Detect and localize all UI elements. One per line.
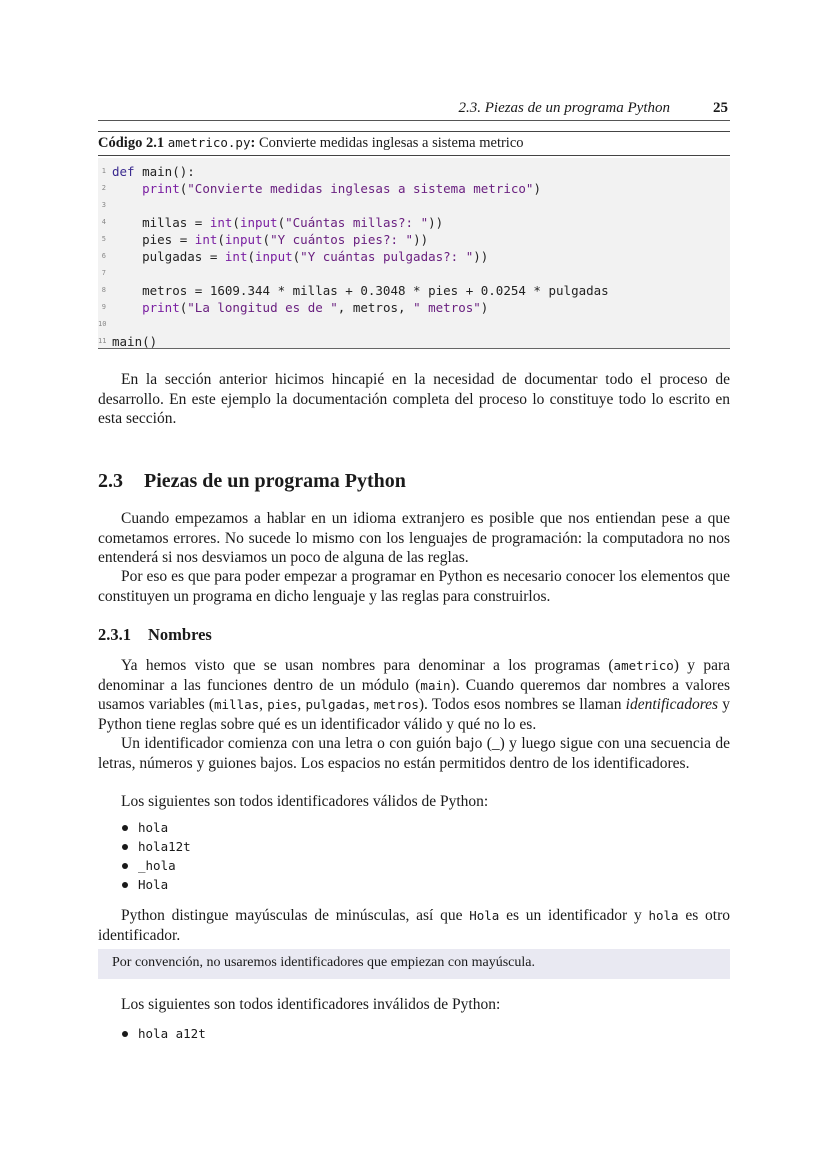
line-number: 4 xyxy=(101,218,106,226)
inline-code: main xyxy=(420,677,451,693)
line-number: 1 xyxy=(101,167,106,175)
line-number: 5 xyxy=(101,235,106,243)
running-header-title: 2.3. Piezas de un programa Python xyxy=(458,100,670,116)
inline-code: millas xyxy=(214,697,260,712)
line-number: 11 xyxy=(98,337,107,345)
line-number: 2 xyxy=(101,184,106,192)
section-heading xyxy=(98,470,406,493)
invalid-identifier-list xyxy=(122,1024,206,1043)
note-box xyxy=(98,949,730,979)
list-item: Hola xyxy=(122,875,191,894)
code-line: 1 def main(): xyxy=(98,163,195,180)
list-item: _hola xyxy=(122,856,191,875)
listing-label: Código 2.1 xyxy=(98,135,165,151)
paragraph: Ya hemos visto que se usan nombres para denominar a los programas (ametrico) y para denominar a las funciones dentro de un módulo (main). Cuando queremos dar nombres a valores usamos variables (millas, pies, pulgadas, metros). Todos esos nombres se llaman identificadores y Python tiene reglas sobre qué es un identificador válido y qué no lo es. xyxy=(98,657,731,733)
list-item: hola12t xyxy=(122,837,191,856)
code-listing xyxy=(98,158,730,349)
paragraph: Cuando empezamos a hablar en un idioma extranjero es posible que nos entiendan pese a que cometamos errores. No sucede lo mismo con los lenguajes de programación: la computadora no nos entenderá si nos desviamos un poco de alguna de las reglas. xyxy=(98,510,730,566)
list-item: hola a12t xyxy=(122,1024,206,1043)
code-line: 9 print("La longitud es de ", metros, " metros") xyxy=(98,299,488,316)
line-number: 10 xyxy=(98,320,107,328)
line-number: 8 xyxy=(101,286,106,294)
line-number: 9 xyxy=(101,303,106,311)
emphasis: identificadores xyxy=(625,696,719,713)
inline-code: pulgadas xyxy=(305,697,366,712)
code-line: 6 pulgadas = int(input("Y cuántas pulgadas?: ")) xyxy=(98,248,488,265)
code-line xyxy=(98,197,112,214)
inline-code: hola xyxy=(648,908,679,923)
line-number: 6 xyxy=(101,252,106,260)
valid-identifier-list xyxy=(122,818,191,894)
code-line: 8 metros = 1609.344 * millas + 0.3048 * pies + 0.0254 * pulgadas xyxy=(98,282,609,299)
code-line: 5 pies = int(input("Y cuántos pies?: ")) xyxy=(98,231,428,248)
paragraph: Por eso es que para poder empezar a programar en Python es necesario conocer los elementos que constituyen un programa en dicho lenguaje y las reglas para construirlos. xyxy=(98,568,730,605)
listing-caption xyxy=(98,131,730,156)
paragraph: Un identificador comienza con una letra o con guión bajo (_) y luego sigue con una secuencia de letras, números y guiones bajos. Los espacios no están permitidos dentro de los identificadores. xyxy=(98,735,730,772)
listing-colon: : xyxy=(250,135,256,151)
code-line: 4 millas = int(input("Cuántas millas?: ")) xyxy=(98,214,443,231)
running-header xyxy=(98,100,730,121)
note-text: Por convención, no usaremos identificadores que empiezan con mayúscula. xyxy=(112,955,535,970)
section-title: Piezas de un programa Python xyxy=(144,470,406,492)
paragraph: En la sección anterior hicimos hincapié en la necesidad de documentar todo el proceso de desarrollo. En este ejemplo la documentación completa del proceso lo constituye todo lo escrito en esta sección. xyxy=(98,371,730,427)
subsection-number: 2.3.1 xyxy=(98,625,131,644)
paragraph: Los siguientes son todos identificadores válidos de Python: xyxy=(121,793,489,810)
code-line: 11 main() xyxy=(98,334,158,349)
section-number: 2.3 xyxy=(98,470,123,492)
code-line xyxy=(98,265,112,282)
line-number: 3 xyxy=(101,201,106,209)
line-number: 7 xyxy=(101,269,106,277)
listing-filename: ametrico.py xyxy=(167,135,251,150)
inline-code: metros xyxy=(373,697,419,712)
subsection-title: Nombres xyxy=(148,625,212,644)
inline-code: ametrico xyxy=(613,658,674,673)
code-line: 2 print("Convierte medidas inglesas a sistema metrico") xyxy=(98,180,541,197)
listing-description: Convierte medidas inglesas a sistema metrico xyxy=(258,135,524,151)
subsection-heading xyxy=(98,625,212,645)
paragraph: Python distingue mayúsculas de minúsculas, así que Hola es un identificador y hola es otro identificador. xyxy=(98,907,730,944)
inline-code: Hola xyxy=(469,908,500,923)
list-item: hola xyxy=(122,818,191,837)
paragraph: Los siguientes son todos identificadores inválidos de Python: xyxy=(121,996,501,1013)
code-line xyxy=(98,316,112,333)
page-number: 25 xyxy=(713,100,728,116)
inline-code: pies xyxy=(267,697,298,712)
